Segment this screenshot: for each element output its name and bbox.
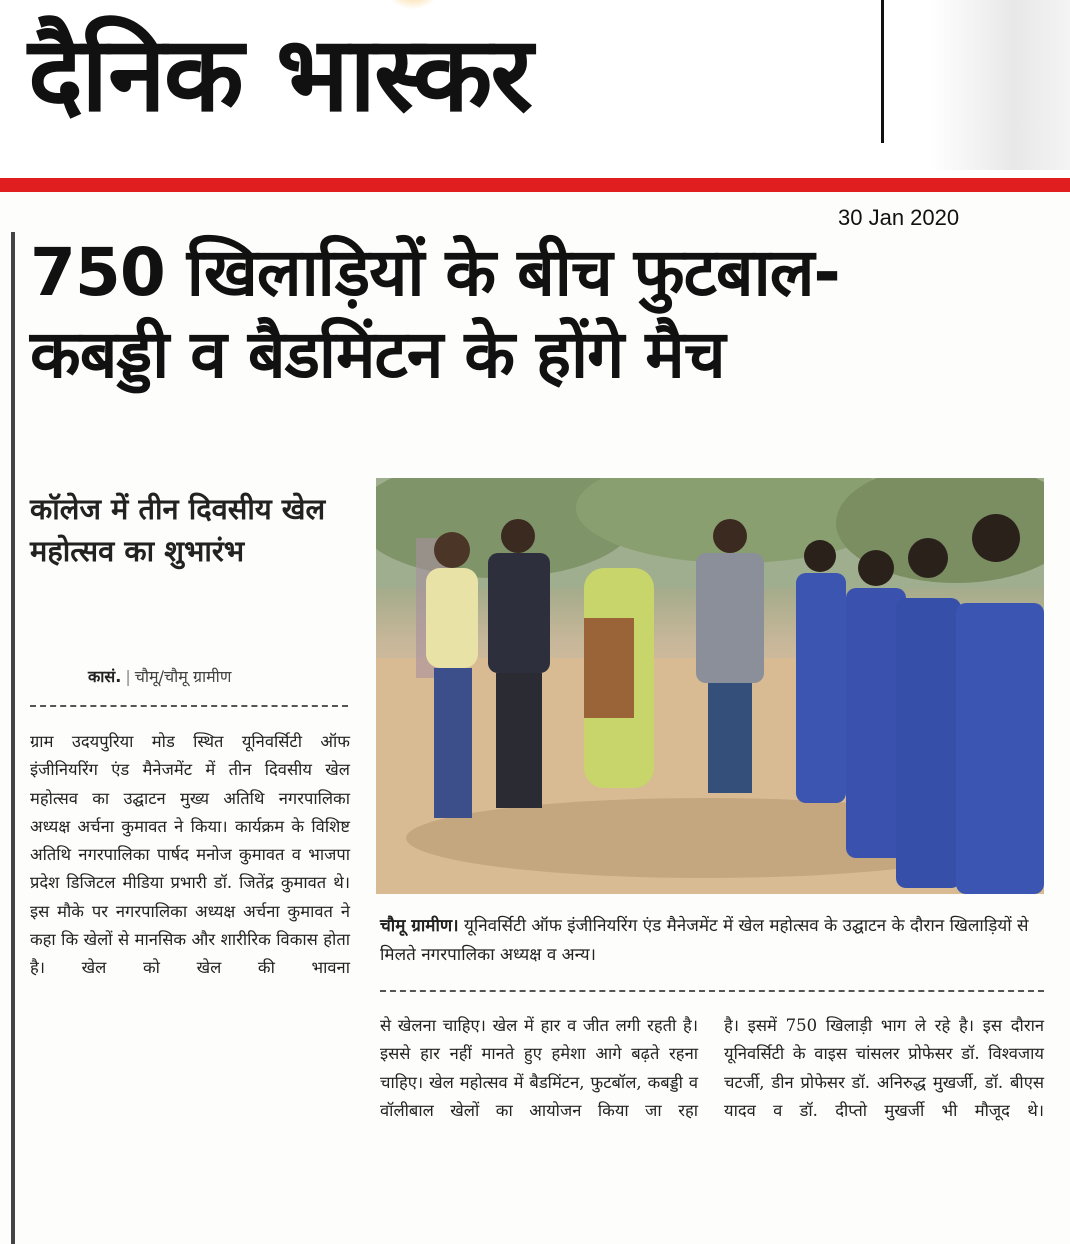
photo-caption (380, 912, 1040, 970)
masthead-divider (881, 0, 884, 143)
photo-scene-illustration (376, 478, 1044, 894)
masthead-red-rule (0, 178, 1070, 192)
article-photo (376, 478, 1044, 894)
publication-date: 30 Jan 2020 (838, 205, 960, 230)
caption-dashed-rule (380, 990, 1044, 992)
byline-bureau: कासं. (88, 667, 122, 686)
byline-dashed-rule (30, 705, 348, 707)
article-subhead: कॉलेज में तीन दिवसीय खेल महोत्सव का शुभारंभ (30, 492, 326, 568)
article-left-rule (11, 232, 15, 1244)
headline-line-2: कबड्डी व बैडमिंटन के होंगे मैच (30, 316, 725, 393)
byline-separator: | (125, 667, 131, 686)
sun-logo-icon (378, 0, 448, 10)
newspaper-logo: दैनिक भास्कर (28, 13, 531, 135)
article-column-2: से खेलना चाहिए। खेल में हार व जीत लगी रहती है। इससे हार नहीं मानते हुए हमेशा आगे बढ़ते रहना चाहिए। खेल महोत्सव में बैडमिंटन, फुटबॉल, कबड्डी व वॉलीबाल खेलों का आयोजन किया जा रहा (380, 1016, 698, 1120)
byline-location: चौमू/चौमू ग्रामीण (134, 667, 232, 686)
article-column-3: है। इसमें 750 खिलाड़ी भाग ले रहे है। इस दौरान यूनिवर्सिटी के वाइस चांसलर प्रोफेसर डॉ. विश्वजाय चटर्जी, डीन प्रोफेसर डॉ. अनिरुद्ध मुखर्जी, डॉ. बीएस यादव व डॉ. दीप्तो मुखर्जी भी मौजूद थे। (724, 1016, 1044, 1120)
article-byline (88, 665, 231, 687)
masthead-fade (930, 0, 1070, 170)
article-headline (30, 232, 1050, 396)
newspaper-masthead (0, 0, 1070, 178)
caption-location: चौमू ग्रामीण। (380, 916, 459, 936)
headline-line-1: 750 खिलाड़ियों के बीच फुटबाल- (30, 234, 840, 311)
article-column-1: ग्राम उदयपुरिया मोड स्थित यूनिवर्सिटी ऑफ इंजीनियरिंग एंड मैनेजमेंट में तीन दिवसीय खेल महोत्सव का उद्घाटन मुख्य अतिथि नगरपालिका अध्यक्ष अर्चना कुमावत ने किया। कार्यक्रम के विशिष्ट अतिथि नगरपालिका पार्षद मनोज कुमावत व भाजपा प्रदेश डिजिटल मीडिया प्रभारी डॉ. जितेंद्र कुमावत थे। इस मौके पर नगरपालिका अध्यक्ष अर्चना कुमावत ने कहा कि खेलों से मानसिक और शारीरिक विकास होता है। खेल को खेल की भावना (30, 732, 350, 978)
caption-text: यूनिवर्सिटी ऑफ इंजीनियरिंग एंड मैनेजमेंट में खेल महोत्सव के उद्घाटन के दौरान खिलाड़ियों से मिलते नगरपालिका अध्यक्ष व अन्य। (380, 916, 1029, 965)
